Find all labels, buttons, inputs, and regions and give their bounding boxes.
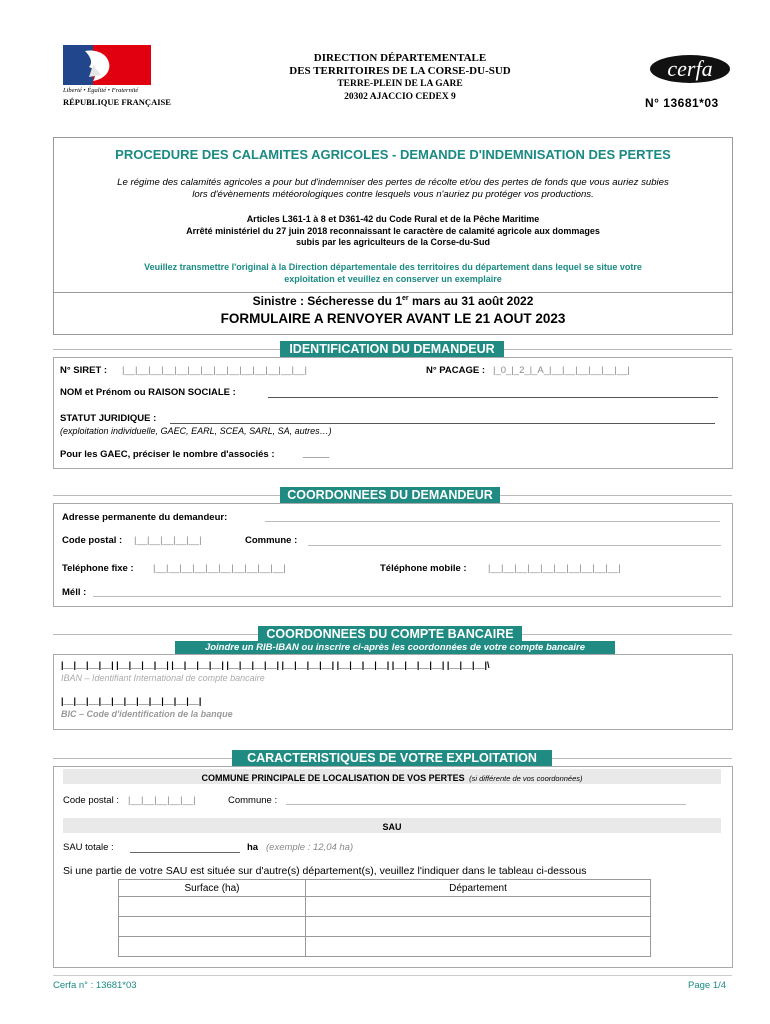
- sau-example: (exemple : 12,04 ha): [266, 842, 354, 853]
- intro-description-line-1: Le régime des calamités agricoles a pour but d'indemniser des pertes de récolte et/ou des pertes de fonds que vous auriez subies: [117, 177, 669, 188]
- address-line-1: DIRECTION DÉPARTEMENTALE: [313, 52, 487, 64]
- exploit-postal-field[interactable]: |__|__|__|__|__|: [128, 795, 196, 806]
- sau-label: SAU totale :: [63, 842, 114, 853]
- mail-field[interactable]: [93, 596, 721, 597]
- address-label: Adresse permanente du demandeur:: [62, 512, 228, 523]
- name-label: NOM et Prénom ou RAISON SOCIALE :: [60, 387, 236, 398]
- iban-label: IBAN – Identifiant International de compte bancaire: [61, 673, 265, 683]
- legal-line-3: subis par les agriculteurs de la Corse-du-Sud: [295, 237, 491, 247]
- exploit-postal-label: Code postal :: [63, 795, 119, 806]
- sinistre-sup: er: [402, 295, 409, 302]
- footer-page: Page 1/4: [688, 980, 727, 991]
- intro-divider: [53, 292, 732, 293]
- sinistre-suffix: mars au 31 août 2022: [408, 294, 534, 308]
- notice-line-2: exploitation et veuillez en conserver un exemplaire: [284, 274, 502, 284]
- status-hint: (exploitation individuelle, GAEC, EARL, SCEA, SARL, SA, autres…): [60, 426, 332, 436]
- notice-line-1: Veuillez transmettre l'original à la Direction départementale des territoires du département dans lequel se situe votre: [144, 262, 642, 272]
- siret-field[interactable]: |__|__|__|__|__|__|__|__|__|__|__|__|__|__|: [122, 365, 307, 376]
- commune-principale-title: COMMUNE PRINCIPALE DE LOCALISATION DE VOS PERTES: [201, 773, 465, 783]
- sinistre-prefix: Sinistre : Sécheresse du 1: [252, 294, 403, 308]
- address-line-4: 20302 AJACCIO CEDEX 9: [344, 92, 456, 102]
- marianne-logo-icon: [63, 45, 151, 85]
- gaec-field[interactable]: _____: [303, 449, 330, 460]
- exploitation-title: CARACTERISTIQUES DE VOTRE EXPLOITATION: [232, 750, 552, 766]
- departement-cell[interactable]: [306, 917, 651, 937]
- bic-field[interactable]: |__|__|__|__|__|__|__|__|__|__|__|: [61, 696, 202, 706]
- exploit-commune-field[interactable]: [286, 804, 686, 805]
- logo-motto: Liberté • Égalité • Fraternité: [63, 87, 139, 94]
- sau-bar: [63, 818, 721, 833]
- footer-line: [53, 975, 732, 976]
- surface-cell[interactable]: [119, 917, 306, 937]
- commune-field[interactable]: [308, 545, 721, 546]
- deadline: FORMULAIRE A RENVOYER AVANT LE 21 AOUT 2023: [220, 311, 566, 326]
- cerfa-logo-text: cerfa: [667, 56, 713, 81]
- name-field[interactable]: [268, 397, 718, 398]
- legal-line-2: Arrêté ministériel du 27 juin 2018 reconnaissant le caractère de calamité agricole aux dommages: [186, 225, 600, 236]
- cerfa-logo-icon: [650, 55, 730, 83]
- address-line-3: TERRE-PLEIN DE LA GARE: [337, 79, 463, 89]
- postal-label: Code postal :: [62, 535, 123, 546]
- mail-label: Méll :: [62, 587, 87, 598]
- col-header-departement: Département: [306, 880, 651, 897]
- legal-line-1: Articles L361-1 à 8 et D361-42 du Code Rural et de la Pêche Maritime: [246, 214, 540, 224]
- other-dept-text: Si une partie de votre SAU est située sur d'autre(s) département(s), veuillez l'indiquer dans le tableau ci-dessous: [63, 865, 587, 877]
- address-field[interactable]: [265, 521, 720, 522]
- table-header-row: [119, 880, 651, 897]
- departement-cell[interactable]: [306, 937, 651, 957]
- sau-unit: ha: [247, 842, 259, 853]
- sau-title: SAU: [382, 822, 402, 832]
- exploit-commune-label: Commune :: [228, 795, 278, 806]
- coordonnees-title: COORDONNEES DU DEMANDEUR: [280, 487, 500, 503]
- sau-field[interactable]: [130, 852, 240, 853]
- intro-description: [53, 177, 733, 201]
- bic-label: BIC – Code d'identification de la banque: [61, 709, 233, 719]
- commune-label: Commune :: [245, 535, 298, 546]
- cerfa-number: N° 13681*03: [645, 96, 719, 110]
- transmission-notice: [53, 261, 733, 285]
- commune-principale-bar: [63, 769, 721, 784]
- gaec-label: Pour les GAEC, préciser le nombre d'associés :: [60, 449, 275, 460]
- pacage-label: N° PACAGE :: [426, 365, 486, 376]
- intro-description-line-2: lors d'évènements météorologiques contre lesquels vous n'auriez pu protéger vos productions.: [192, 189, 594, 200]
- commune-principale-note: (si différente de vos coordonnées): [469, 774, 583, 783]
- iban-field[interactable]: |__|__|__|__| |__|__|__|__| |__|__|__|__| |__|__|__|__| |__|__|__|__| |__|__|__|__| |__|__|__|__| |__|__|__|\: [61, 660, 490, 670]
- departments-table: [118, 879, 651, 957]
- footer-cerfa: Cerfa n° : 13681*03: [53, 980, 137, 991]
- surface-cell[interactable]: [119, 897, 306, 917]
- postal-field[interactable]: |__|__|__|__|__|: [134, 535, 202, 546]
- logo-republique: RÉPUBLIQUE FRANÇAISE: [63, 97, 171, 107]
- mobile-field[interactable]: |__|__|__|__|__|__|__|__|__|__|: [488, 563, 621, 574]
- republique-francaise-logo: [63, 45, 171, 110]
- siret-label: N° SIRET :: [60, 365, 108, 376]
- table-row: [119, 897, 651, 917]
- status-label: STATUT JURIDIQUE :: [60, 413, 157, 424]
- departement-cell[interactable]: [306, 897, 651, 917]
- surface-cell[interactable]: [119, 937, 306, 957]
- sinistre-line: [53, 294, 733, 308]
- col-header-surface: Surface (ha): [119, 880, 306, 897]
- phone-label: Teléphone fixe :: [62, 563, 134, 574]
- phone-field[interactable]: |__|__|__|__|__|__|__|__|__|__|: [153, 563, 286, 574]
- banque-subtitle: Joindre un RIB-IBAN ou inscrire ci-après les coordonnées de votre compte bancaire: [175, 641, 615, 654]
- status-field[interactable]: [170, 423, 715, 424]
- table-row: [119, 917, 651, 937]
- mobile-label: Téléphone mobile :: [380, 563, 467, 574]
- address-block: [250, 52, 550, 104]
- address-line-2: DES TERRITOIRES DE LA CORSE-DU-SUD: [289, 65, 511, 77]
- banque-title: COORDONNEES DU COMPTE BANCAIRE: [258, 626, 522, 642]
- table-row: [119, 937, 651, 957]
- identification-title: IDENTIFICATION DU DEMANDEUR: [280, 341, 504, 357]
- legal-references: [53, 214, 733, 249]
- pacage-field[interactable]: |_0_|_2_|_A_|__|__|__|__|__|__|: [493, 365, 630, 376]
- page-title: PROCEDURE DES CALAMITES AGRICOLES - DEMANDE D'INDEMNISATION DES PERTES: [115, 147, 671, 162]
